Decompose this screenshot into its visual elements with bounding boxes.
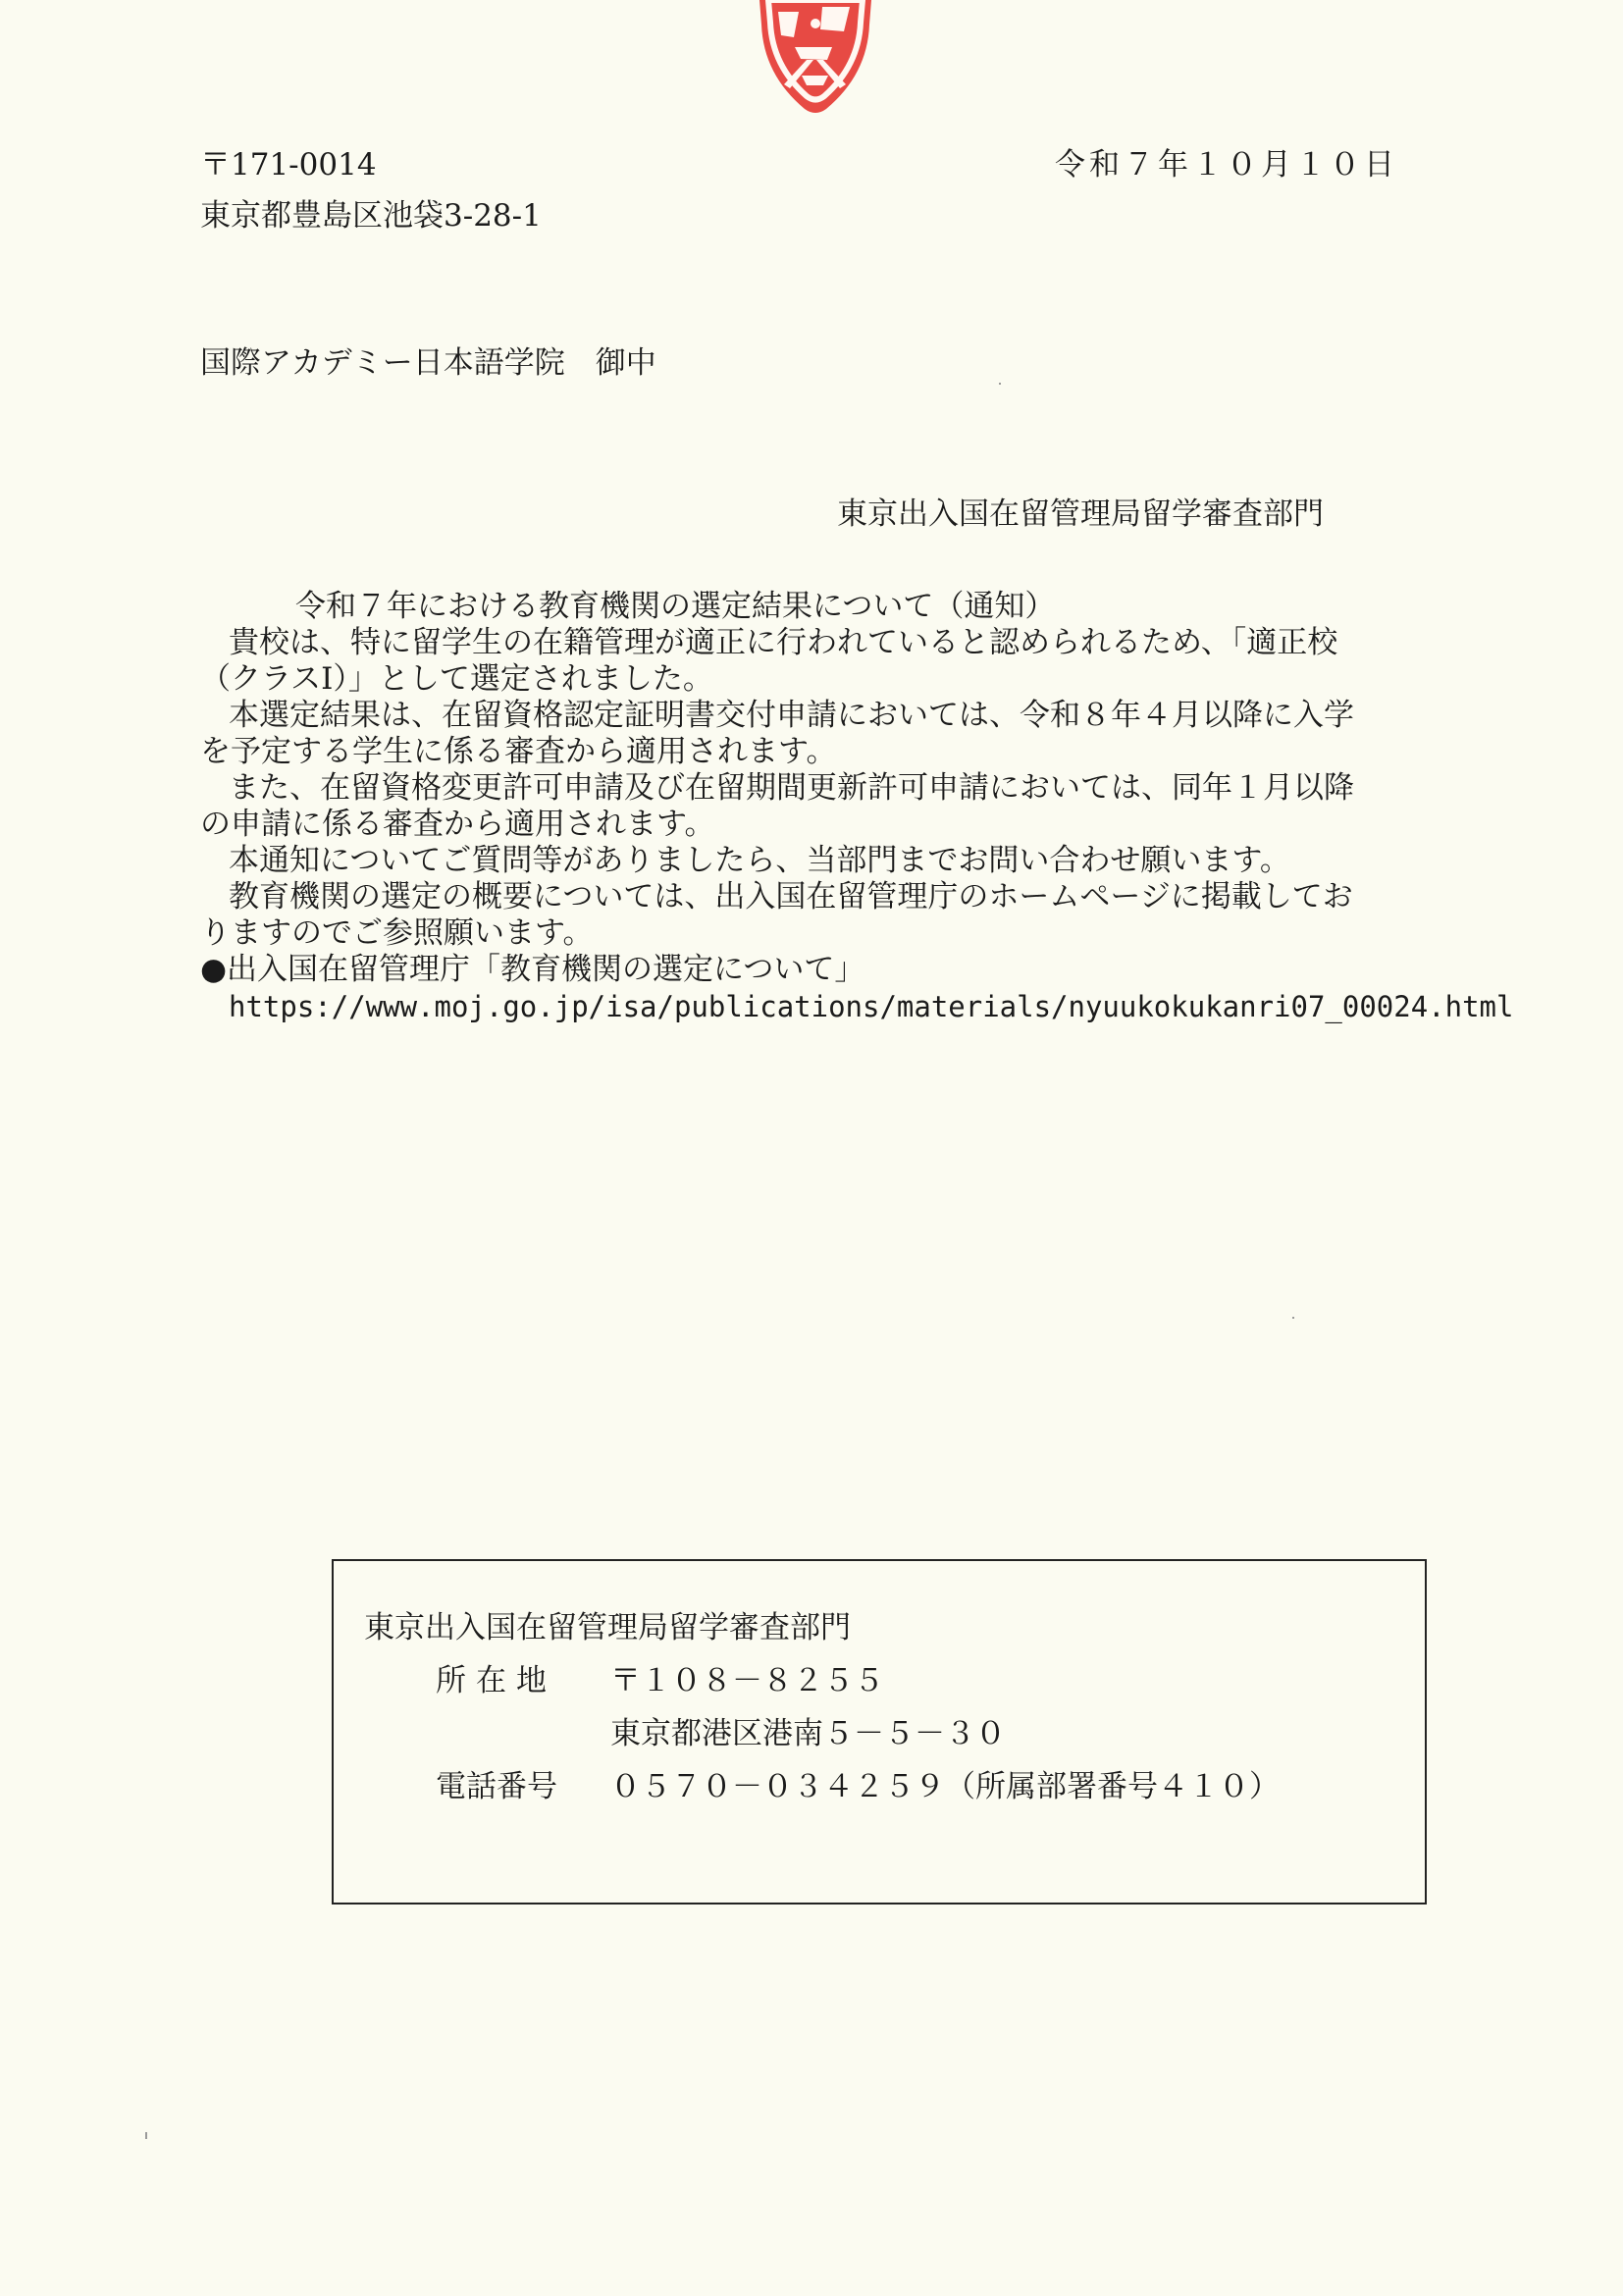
office-address: 東京都港区港南５－５－３０ xyxy=(610,1716,1006,1751)
body-line: を予定する学生に係る審査から適用されます。 xyxy=(200,734,837,769)
body-line: りますのでご参照願います。 xyxy=(200,915,594,951)
office-postal-code: 〒１０８－８２５５ xyxy=(610,1663,884,1698)
reference-heading: ●出入国在留管理庁「教育機関の選定について」 xyxy=(200,952,865,987)
contact-office: 東京出入国在留管理局留学審査部門 xyxy=(364,1610,851,1645)
body-line: （クラスⅠ）」として選定されました。 xyxy=(200,661,713,697)
letter-date: 令和７年１０月１０日 xyxy=(1055,147,1398,183)
recipient-name: 国際アカデミー日本語学院 御中 xyxy=(200,345,656,381)
sender-address: 東京都豊島区池袋3-28-1 xyxy=(200,198,542,234)
location-label: 所在地 xyxy=(436,1663,556,1698)
issuing-office: 東京出入国在留管理局留学審査部門 xyxy=(837,496,1324,532)
body-line: 本選定結果は、在留資格認定証明書交付申請においては、令和８年４月以降に入学 xyxy=(229,698,1354,733)
scan-speck xyxy=(145,2132,147,2139)
body-line: また、在留資格変更許可申請及び在留期間更新許可申請においては、同年１月以降 xyxy=(229,770,1354,806)
sender-postal-code: 〒171-0014 xyxy=(200,147,377,183)
reference-url: https://www.moj.go.jp/isa/publications/materials/nyuukokukanri07_00024.html xyxy=(229,990,1514,1023)
body-line: 本通知についてご質問等がありましたら、当部門までお問い合わせ願います。 xyxy=(229,843,1290,878)
letter-subject: 令和７年における教育機関の選定結果について（通知） xyxy=(295,589,1056,624)
contact-information-box xyxy=(332,1559,1427,1905)
body-line: 貴校は、特に留学生の在籍管理が適正に行われていると認められるため、「適正校 xyxy=(229,625,1338,660)
body-line: 教育機関の選定の概要については、出入国在留管理庁のホームページに掲載してお xyxy=(229,879,1353,914)
phone-number: ０５７０－０３４２５９（所属部署番号４１０） xyxy=(610,1769,1280,1804)
phone-label: 電話番号 xyxy=(436,1769,557,1804)
body-line: の申請に係る審査から適用されます。 xyxy=(200,807,715,842)
scan-speck xyxy=(999,383,1001,385)
official-seal-stamp xyxy=(752,0,879,118)
scan-speck xyxy=(1292,1317,1294,1319)
